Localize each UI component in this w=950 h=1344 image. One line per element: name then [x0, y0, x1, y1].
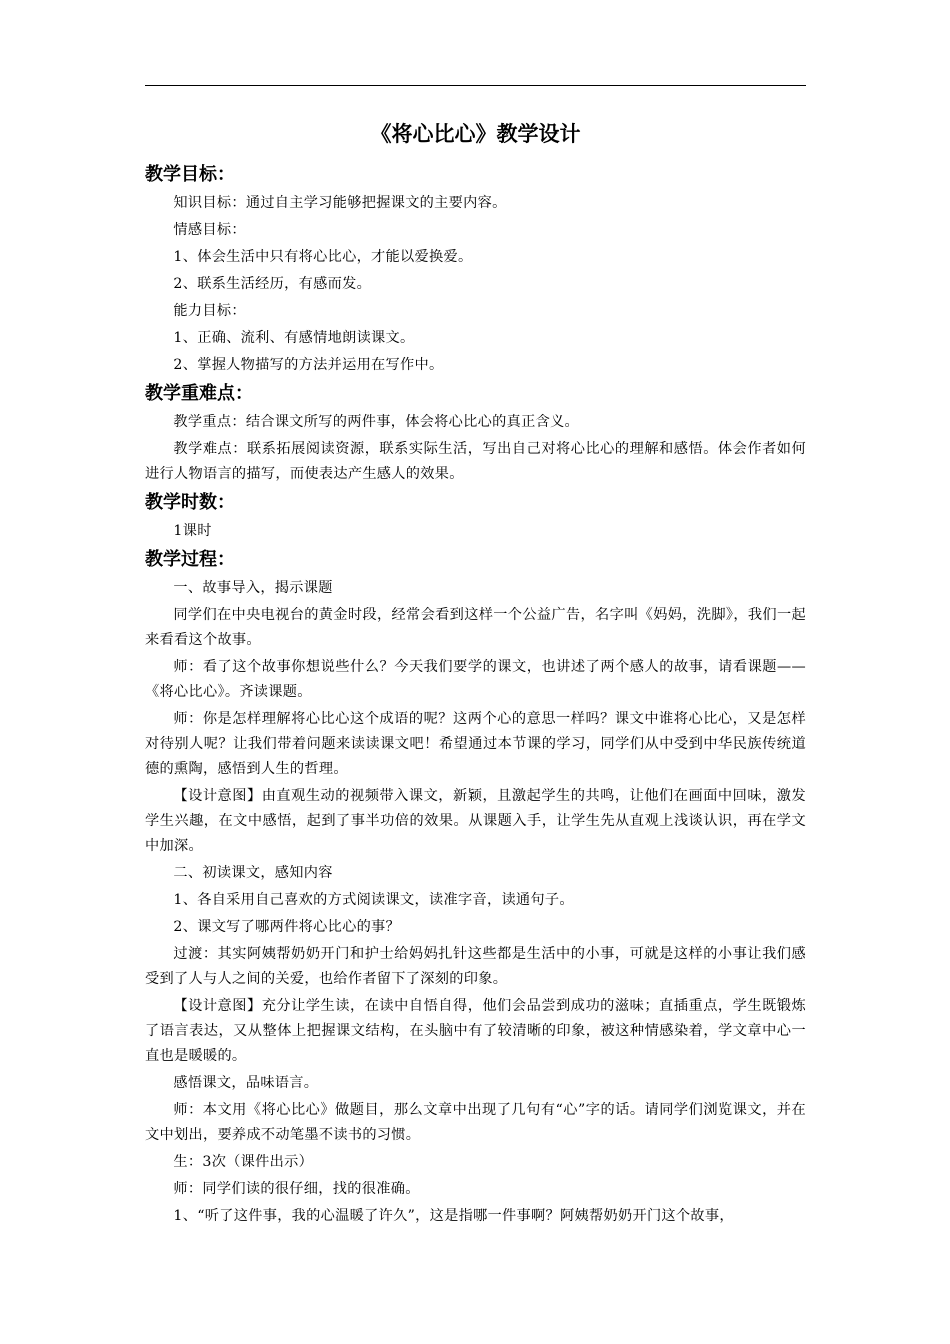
section-key-difficulties — [145, 379, 806, 488]
section-teaching-process — [145, 545, 806, 1230]
paragraph: 生：3次（课件出示） — [173, 1154, 314, 1170]
paragraph: 教学重点：结合课文所写的两件事，体会将心比心的真正含义。 — [173, 414, 580, 430]
paragraph: 教学难点：联系拓展阅读资源，联系实际生活，写出自己对将心比心的理解和感悟。体会作者如何进行人物语言的描写，而使表达产生感人的效果。 — [145, 441, 806, 482]
paragraph: 能力目标： — [173, 303, 246, 319]
section-heading: 教学重难点： — [145, 383, 253, 404]
paragraph: 同学们在中央电视台的黄金时段，经常会看到这样一个公益广告，名字叫《妈妈，洗脚》，我们一起来看看这个故事。 — [145, 607, 806, 648]
paragraph: 二、初读课文，感知内容 — [173, 865, 333, 881]
paragraph: 【设计意图】充分让学生读，在读中自悟自得，他们会品尝到成功的滋味；直插重点，学生既锻炼了语言表达，又从整体上把握课文结构，在头脑中有了较清晰的印象，被这种情感染着，学文章中心一直也是暖暖的。 — [145, 998, 806, 1064]
section-heading: 教学目标： — [145, 164, 235, 185]
paragraph: 知识目标：通过自主学习能够把握课文的主要内容。 — [173, 195, 507, 211]
section-class-hours — [145, 488, 806, 545]
document-title: 《将心比心》教学设计 — [370, 122, 581, 146]
paragraph: 1、正确、流利、有感情地朗读课文。 — [173, 330, 415, 346]
paragraph: 师：本文用《将心比心》做题目，那么文章中出现了几句有“心”字的话。请同学们浏览课文，并在文中划出，要养成不动笔墨不读书的习惯。 — [145, 1102, 806, 1143]
paragraph: 2、课文写了哪两件将心比心的事？ — [173, 919, 401, 935]
paragraph: 过渡：其实阿姨帮奶奶开门和护士给妈妈扎针这些都是生活中的小事，可就是这样的小事让我们感受到了人与人之间的关爱，也给作者留下了深刻的印象。 — [145, 946, 806, 987]
paragraph: 2、联系生活经历，有感而发。 — [173, 276, 372, 292]
section-heading: 教学过程： — [145, 549, 235, 570]
section-heading: 教学时数： — [145, 492, 235, 513]
paragraph: 师：同学们读的很仔细，找的很准确。 — [173, 1181, 420, 1197]
section-teaching-goals — [145, 160, 806, 379]
paragraph: 2、掌握人物描写的方法并运用在写作中。 — [173, 357, 444, 373]
paragraph: 1课时 — [173, 523, 212, 539]
paragraph: 感悟课文，品味语言。 — [173, 1075, 319, 1091]
paragraph: 1、体会生活中只有将心比心，才能以爱换爱。 — [173, 249, 473, 265]
paragraph: 情感目标： — [173, 222, 246, 238]
paragraph: 【设计意图】由直观生动的视频带入课文，新颖，且激起学生的共鸣，让他们在画面中回味，激发学生兴趣，在文中感悟，起到了事半功倍的效果。从课题入手，让学生先从直观上浅谈认识，再在学文中加深。 — [145, 788, 806, 854]
header-rule — [145, 85, 806, 86]
document-body — [145, 160, 806, 1230]
paragraph: 师：你是怎样理解将心比心这个成语的呢？这两个心的意思一样吗？课文中谁将心比心，又是怎样对待别人呢？让我们带着问题来读读课文吧！希望通过本节课的学习，同学们从中受到中华民族传统道德的熏陶，感悟到人生的哲理。 — [145, 711, 806, 777]
paragraph: 1、各自采用自己喜欢的方式阅读课文，读准字音，读通句子。 — [173, 892, 574, 908]
paragraph: 一、故事导入，揭示课题 — [173, 580, 333, 596]
paragraph: 师：看了这个故事你想说些什么？今天我们要学的课文，也讲述了两个感人的故事，请看课题——《将心比心》。齐读课题。 — [145, 659, 806, 700]
paragraph: 1、“听了这件事，我的心温暖了许久”，这是指哪一件事啊？阿姨帮奶奶开门这个故事， — [173, 1208, 734, 1224]
